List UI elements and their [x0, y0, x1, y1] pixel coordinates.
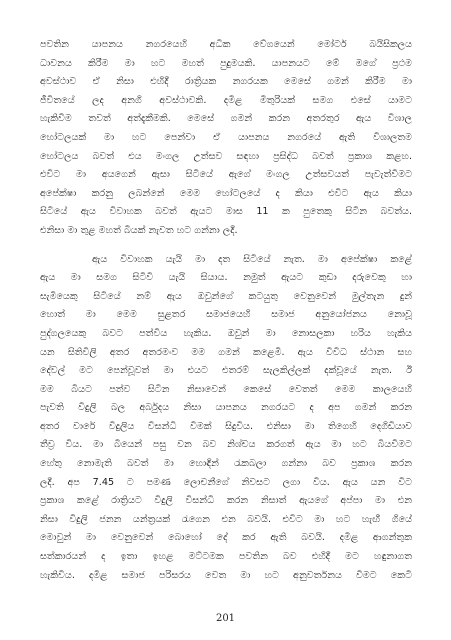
text-line: හේතු නොමැති බවත් මා හොඳින් රැකබලා ගන්නා බව ප්‍රකාශ කරන	[40, 458, 412, 470]
text-line: ධාවනය කිරීම මා හට මහත් පුදුමයකි. යාපනයට මේ මගේ ප්‍රථම	[40, 57, 412, 69]
text-line: පැවති විදුලි බල අර්බුදය නිසා යාපනය නගරයට ද අප ගමන් කරන	[40, 402, 412, 414]
text-line: මම බියට පත්ව සිටින නිසාවෙන් කෙසේ වෙතත් මෙම කාලයෙහි	[40, 383, 412, 395]
text-line: හෝටලයක් මා හට පෙන්වා ඒ යාපනය නගරයේ ඇති විශාලතම	[40, 131, 412, 143]
text-line: දේවල් මට පෙන්වූවත් මා එයට එතරම් සැලකිල්ලක් දක්වූයේ නැත. ඊ	[40, 365, 412, 377]
text-line: අවස්ථාව ඒ නිසා එහිදී රාත්‍රියක නගරයක මෙසේ ගමන් කිරීම මා	[40, 76, 412, 88]
text-line: තීව්‍ර විය. මා බියෙන් පසු වන බව නිශ්චය කරගත් ඇය මා හට බියවීමට	[40, 439, 412, 451]
text-line: පුද්ගලයෙකු බවට පත්විය හැකිය. ඔවුන් මා නොසලකා හරිය හැකිය	[40, 327, 412, 339]
text-line: හැකිවිය. දමිළ සමාජ පරිසරය වෙත මා හට අනුවර්තනය වීමට කෙටි	[40, 569, 412, 581]
text-line: අතර වාරේ විදුලිය විසන්ධි විමක් සිදුවිය. එනිසා මා තිගෙහි දෙගිඩියාව	[40, 420, 412, 432]
text-line: පවතින යාපනය නගරයෙහි අධික වේගයෙන් මෝටර් බයිසිකලය	[40, 39, 412, 50]
text-line: එනිසා මා තුළ මහත් බියක් නැවත හට ගන්නා ලදී.	[40, 224, 238, 236]
text-line: යන සිතිවිලි අතර අතරමංව මම ගමන් කළෙමි. ඇය විවිධ ස්ථාන සහ	[40, 346, 412, 358]
text-line: ප්‍රකාශ කළේ රාත්‍රියට විදුලි විසන්ධි කරන නිසාත් ඇයගේ අප්පා මා එන	[40, 495, 412, 507]
text-line: හැකිවීම තවත් අත්දැකීමකි. මෙසේ ගමන් කරන අතරතුර ඇය විශාල	[40, 113, 412, 125]
body-text	[40, 36, 412, 585]
text-line: නිසා විදුලි ජනන යන්ත්‍රයක් රැගෙන එන බවයි. එවිට මා හට හැඟී ගියේ	[40, 513, 412, 525]
text-line: සත්කාරයන් ද ඉතා ඉහළ මට්ටමක පවතින බව එහිදී මට හඳුනාගත	[40, 551, 412, 563]
text-line: එවිට මා අයගෙන් ඇසා සිටියේ ඇගේ මංගල උත්සවයත් පැවැත්වීමට	[40, 169, 412, 181]
text-line: මොවුන් මා වෙනුවෙන් බොහෝ දේ කර ඇති බවයි. දමිළ ආගන්තුක	[40, 532, 412, 544]
text-line: ඇය විවාහක යැයි මා දත සිටියේ නැත. මා අපේක්ෂා කළේ	[92, 253, 412, 265]
text-line: ජීවිතයේ ලද අනගි අවස්ථාවකි. දමිළ මිතුරියක් සමග එසේ යාමට	[40, 94, 412, 106]
text-line: සිටියේ ඇය විවාහක බවත් ඇයට මාස 11 ක පුතෙකු සිටින බවත්ය.	[40, 206, 412, 218]
text-line: හෝටලය බවත් එය මංගල උත්සව සඳහා ප්‍රසිද්ධ බවත් ප්‍රකාශ කළහ.	[40, 150, 412, 162]
paragraph	[40, 36, 412, 241]
page-number: 201	[215, 613, 236, 624]
text-line: හොත් මා මෙම සුළතර සමාජයෙහි සමාජ අනුයෝජනය නොවූ	[40, 309, 412, 321]
paragraph	[40, 251, 412, 586]
text-line: සැමියෙකු සිටියේ නම් ඇය ඔවුන්ගේ කටයුතු වෙනුවෙන් මුල්තැන දුන්	[40, 290, 412, 302]
text-line: ලදී. අප 7.45 ට පමණ ලොචනීගේ නිවසට ලගා විය. ඇය යන විට	[40, 476, 412, 488]
text-line: ඇය මා සමග සිටිවි යැයි සියාය. නමුත් ඇයට කුඩා දරුවෙකු හා	[40, 272, 412, 284]
text-line: අපේක්ෂා කරනු ලබන්නේ මෙම හෝටලයේ ද කියා එවිට ඇය කියා	[40, 187, 412, 199]
